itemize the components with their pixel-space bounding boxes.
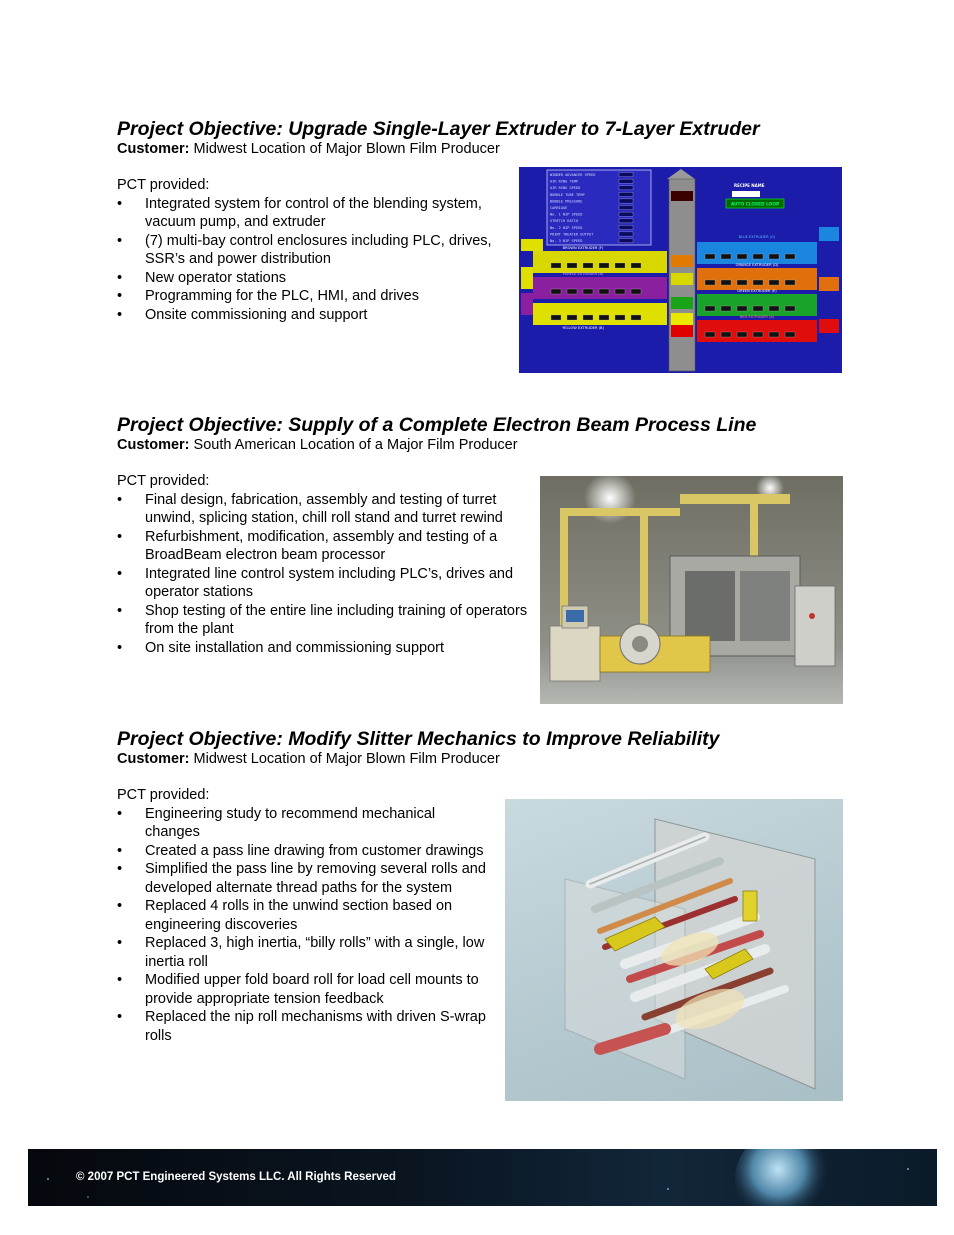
list-item: • Created a pass line drawing from customer drawings [117,842,484,859]
list-item: • Replaced 3, high inertia, “billy rolls” with a single, low inertia roll [117,935,485,970]
list-item: • Modified upper fold board roll for load cell mounts to provide appropriate tension feedback [117,972,479,1007]
list-item: • Shop testing of the entire line including training of operators from the plant [117,602,528,637]
hmi-readout-label: CARRIAGE [550,206,568,210]
list-item: • Refurbishment, modification, assembly and testing of a BroadBeam electron beam processor [117,528,498,563]
copyright-text: © 2007 PCT Engineered Systems LLC. All Rights Reserved [76,1171,396,1183]
hmi-readout-value [619,186,633,190]
list-item: • Integrated line control system including PLC’s, drives and operator stations [117,565,514,600]
list-item: • Replaced the nip roll mechanisms with driven S-wrap rolls [117,1009,486,1044]
hmi-readout-value [619,212,633,216]
hmi-readout-value [619,179,633,183]
provided-list [117,805,489,1046]
hmi-readout-value [619,225,633,229]
hmi-readout-value [619,206,633,210]
hmi-readout-label: No. 2 NIP SPEED [550,225,583,230]
svg-text:RED EXTRUDER (A): RED EXTRUDER (A) [739,315,775,319]
project-section-3 [117,728,720,1045]
slitter-cad-render [505,799,843,1101]
provided-label: PCT provided: [117,787,210,803]
hmi-readout-value [619,192,633,196]
svg-text:BLUE EXTRUDER (G): BLUE EXTRUDER (G) [738,235,776,239]
process-line-graphic [540,476,843,704]
svg-text:RECIPE NAME: RECIPE NAME [734,183,765,188]
hmi-readout-label: AIR RING SPEED [550,186,581,191]
hmi-readout-label: AIR RING TEMP [550,179,579,184]
svg-text:YELLOW EXTRUDER (B): YELLOW EXTRUDER (B) [562,326,604,330]
list-item: • Replaced 4 rolls in the unwind section based on engineering discoveries [117,898,453,933]
hmi-readout-label: WINDER ADVANCER SPEED [550,173,596,177]
hmi-readout-label: BUBBLE PRESSURE [550,199,583,204]
provided-list [117,195,512,325]
list-item: • Engineering study to recommend mechanical changes [117,805,436,840]
provided-label: PCT provided: [117,177,210,193]
hmi-readout-value [619,199,633,203]
svg-text:BROWN EXTRUDER (F): BROWN EXTRUDER (F) [562,246,604,250]
project-section-2 [117,414,757,657]
list-item: • Simplified the pass line by removing several rolls and developed alternate thread paths for the system [117,861,486,896]
list-item: • Programming for the PLC, HMI, and drives [117,288,419,304]
hmi-readout-label: No. 1 NIP SPEED [550,212,583,217]
hmi-screen-image [519,167,842,373]
hmi-screen-graphic [519,167,842,373]
customer-line: Customer: Midwest Location of Major Blown Film Producer [117,751,500,767]
hmi-readout-value [619,232,633,236]
hmi-readout-label: STRETCH RATIO [550,219,579,224]
list-item: • Integrated system for control of the blending system, vacuum pump, and extruder [117,195,482,230]
svg-text:ORANGE EXTRUDER (D): ORANGE EXTRUDER (D) [735,263,779,267]
provided-list [117,491,532,658]
svg-text:AUTO CLOSED LOOP: AUTO CLOSED LOOP [730,202,780,208]
hmi-readout-label: BUBBLE TUBE TEMP [550,192,585,197]
svg-text:GREEN EXTRUDER (E): GREEN EXTRUDER (E) [737,289,777,293]
customer-line: Customer: Midwest Location of Major Blown Film Producer [117,141,500,157]
project-objective-title: Project Objective: Supply of a Complete Electron Beam Process Line [117,414,757,436]
list-item: • (7) multi-bay control enclosures including PLC, drives, SSR’s and power distribution [117,232,492,267]
provided-label: PCT provided: [117,473,210,489]
customer-line: Customer: South American Location of a Major Film Producer [117,437,518,453]
hmi-readout-value [619,173,633,177]
process-line-photo [540,476,843,704]
project-objective-title: Project Objective: Upgrade Single-Layer Extruder to 7-Layer Extruder [117,118,760,140]
list-item: • On site installation and commissioning support [117,639,445,656]
list-item: • New operator stations [117,269,287,286]
slitter-cad-graphic [505,799,843,1101]
hmi-readout-label: PRINT TREATER OUTPUT [550,232,594,237]
hmi-readout-value [619,239,633,243]
list-item: • Final design, fabrication, assembly and testing of turret unwind, splicing station, chill roll stand and turret rewind [117,491,503,526]
hmi-readout-value [619,219,633,223]
svg-text:PURPLE EXTRUDER (B): PURPLE EXTRUDER (B) [562,272,604,276]
footer-banner [28,1149,937,1206]
list-item: • Onsite commissioning and support [117,306,368,323]
project-objective-title: Project Objective: Modify Slitter Mechanics to Improve Reliability [117,728,720,750]
hmi-readout-label: No. 3 NIP SPEED [550,239,583,243]
